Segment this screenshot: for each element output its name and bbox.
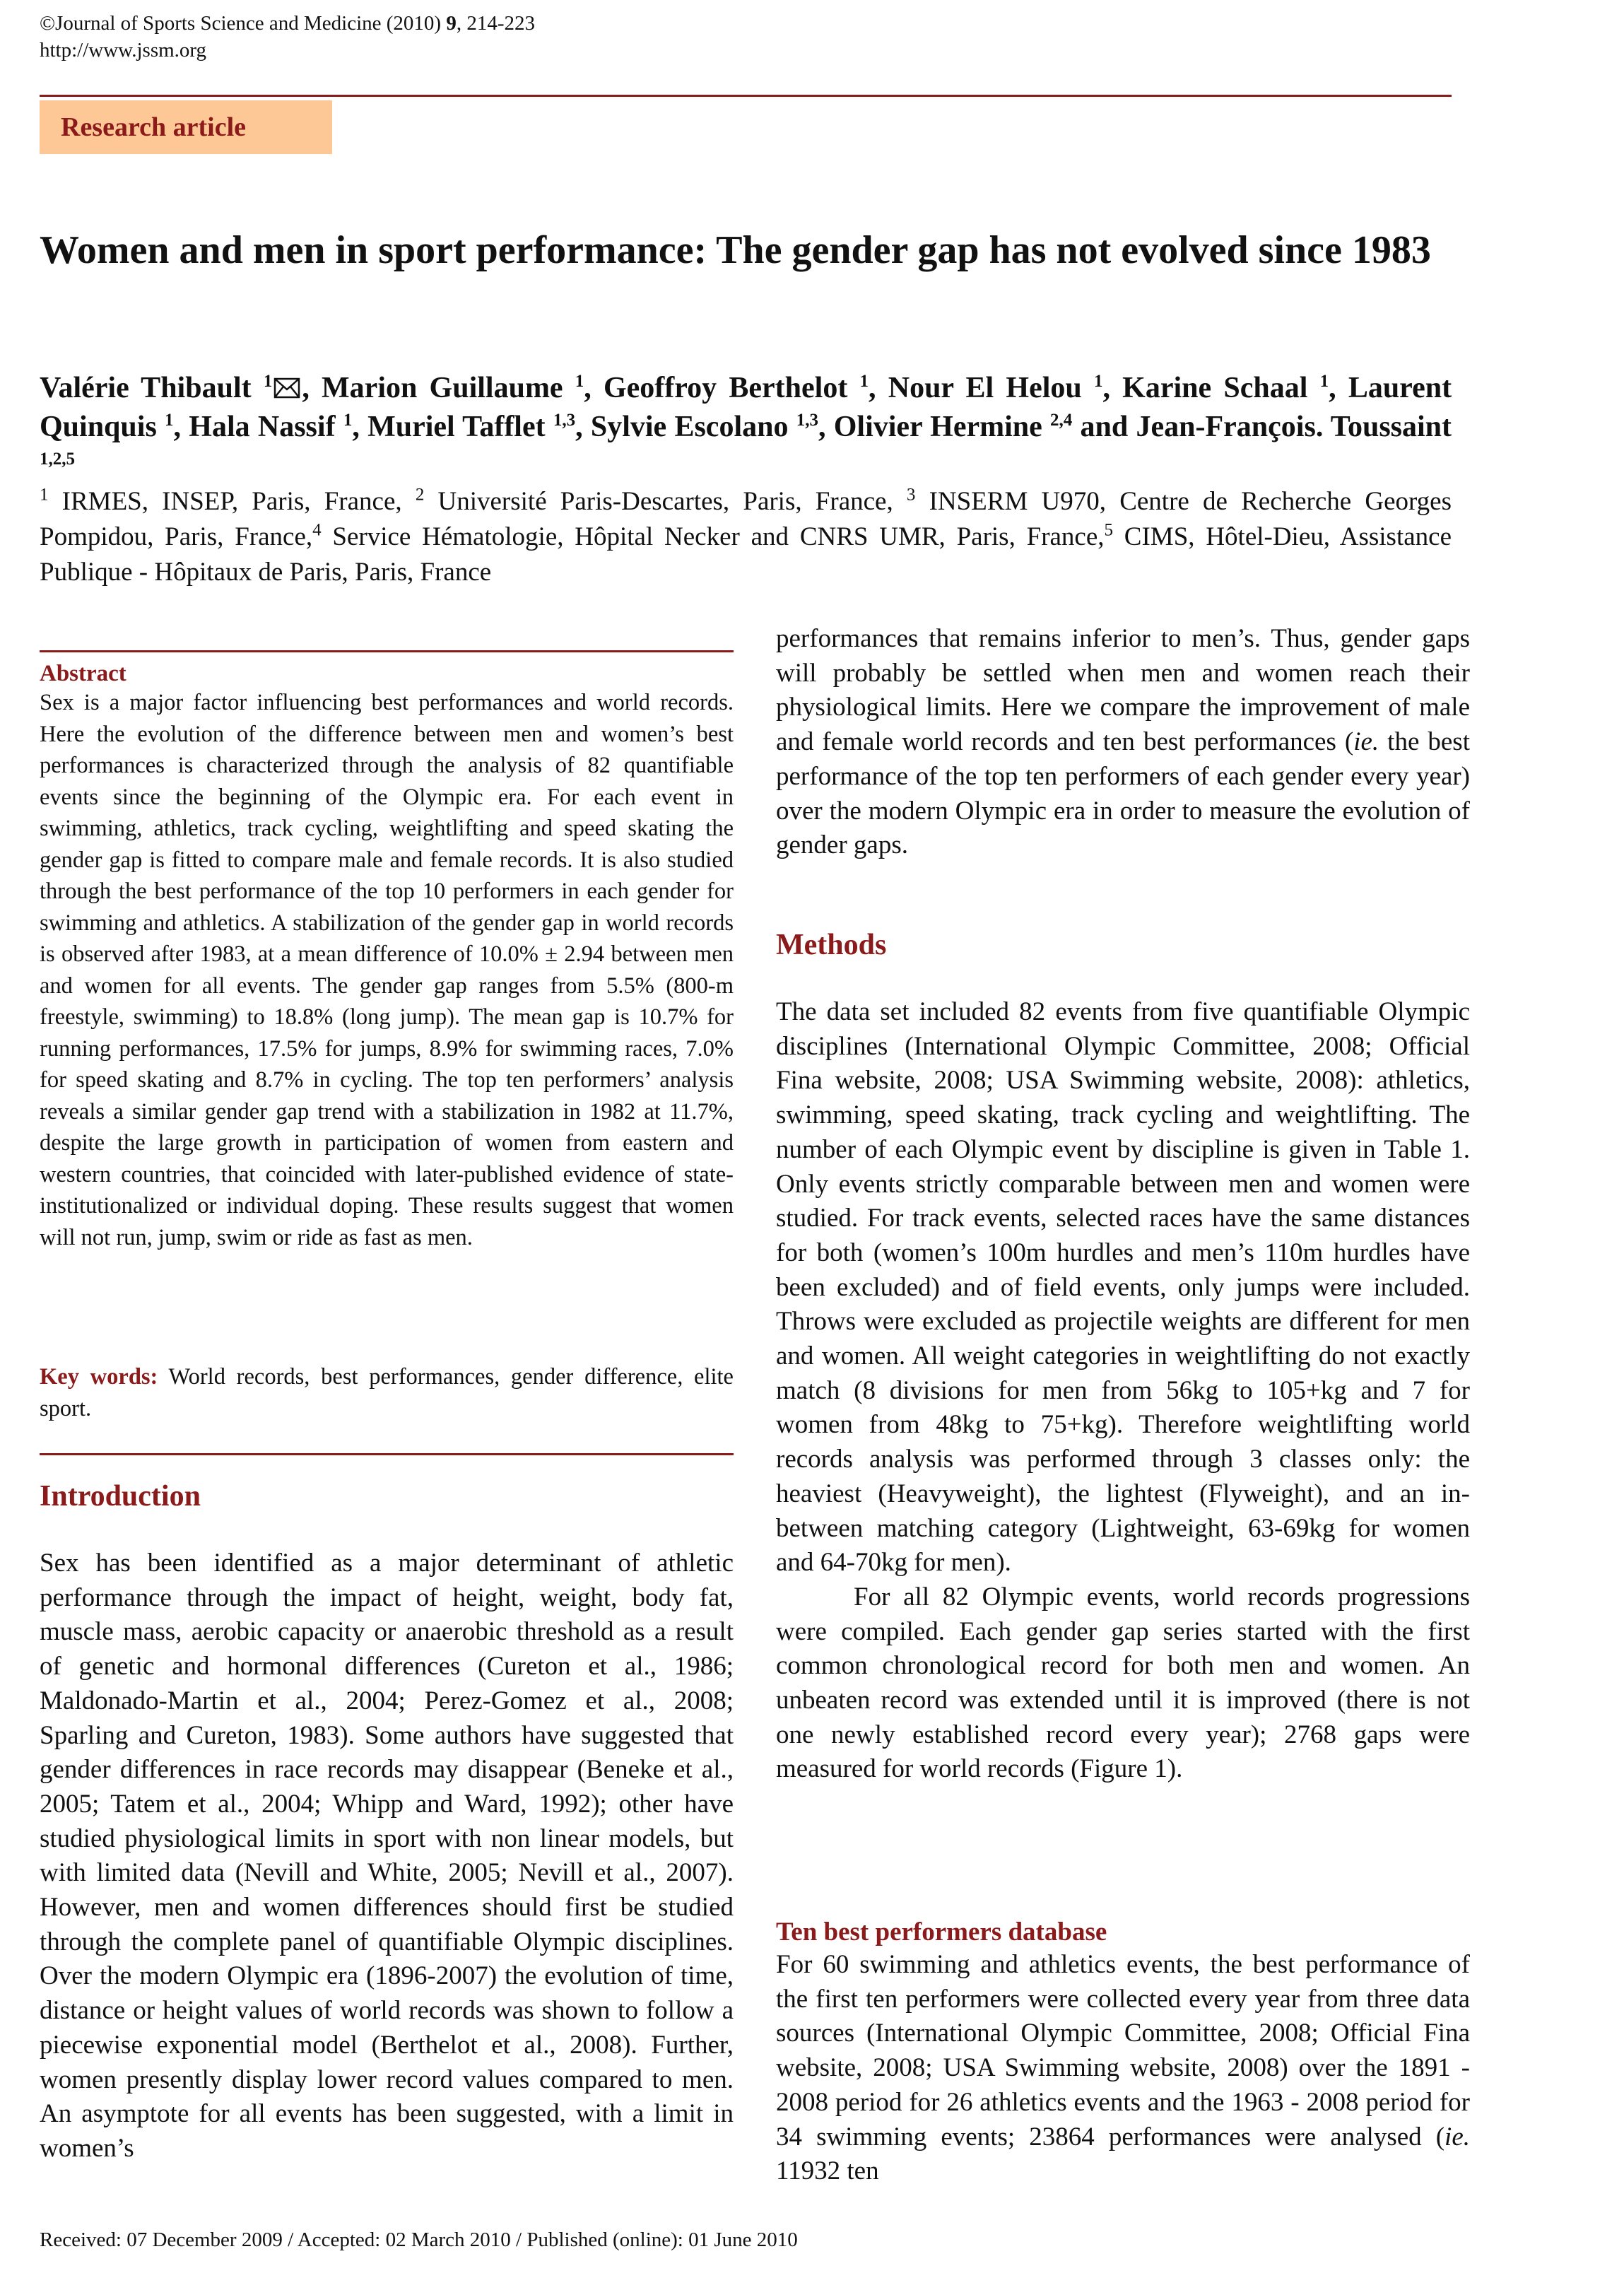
author-affiliation-marker: 1,3 bbox=[553, 411, 576, 430]
methods-paragraph-1: The data set included 82 events from five quantifiable Olympic disciplines (International Olympic Committee, 2008; Official Fina website, 2008; USA Swimming website, 2008): athletics, swimming, speed skating, track cycling and weightlifting. The number of each Olympic event by discipline is given in Table 1. Only events strictly comparable between men and women were studied. For track events, selected races have the same distances for both (women’s 100m hurdles and men’s 110m hurdles have been excluded) and of field events, only jumps were included. Throws were excluded as projectile weights are different for men and women. All weight categories in weightlifting do not exactly match (8 divisions for men from 56kg to 105+kg and 7 for women from 48kg to 75+kg). Therefore weightlifting world records analysis was performed through 3 classes only: the heaviest (Heavyweight), the lightest (Flyweight), and an in-between matching category (Lightweight, 63-69kg for women and 64-70kg for men). bbox=[776, 997, 1470, 1578]
author-name: Olivier Hermine bbox=[833, 411, 1051, 443]
envelope-icon[interactable] bbox=[273, 377, 300, 399]
author-separator: , bbox=[584, 372, 604, 404]
introduction-section bbox=[40, 1546, 734, 2166]
intro-continued-section bbox=[776, 622, 1470, 863]
author-affiliation-marker: 1 bbox=[575, 372, 584, 391]
introduction-text: Sex has been identified as a major determinant of athletic performance through the impact of height, weight, body fat, muscle mass, aerobic capacity or anaerobic threshold as a result of genetic and hormonal differences (Cureton et al., 1986; Maldonado-Martin et al., 2004; Perez-Gomez et al., 2008; Sparling and Cureton, 1983). Some authors have suggested that gender differences in race records may disappear (Beneke et al., 2005; Tatem et al., 2004; Whipp and Ward, 1992); other have studied physiological limits in sport with non linear models, but with limited data (Nevill and White, 2005; Nevill et al., 2007). However, men and women differences should first be studied through the complete panel of quantifiable Olympic disciplines. Over the modern Olympic era (1896-2007) the evolution of time, distance or height values of world records was shown to follow a piecewise exponential model (Berthelot et al., 2008). Further, women presently display lower record values compared to men. An asymptote for all events has been suggested, with a limit in women’s bbox=[40, 1549, 734, 2163]
abstract-bottom-rule bbox=[40, 1453, 734, 1455]
author-affiliation-marker: 1 bbox=[343, 411, 353, 430]
author-list bbox=[40, 369, 1452, 486]
introduction-heading: Introduction bbox=[40, 1480, 201, 1513]
ten-best-text: For 60 swimming and athletics events, the best performance of the first ten performers were collected every year from three data sources (International Olympic Committee, 2008; Official Fina website, 2008; USA Swimming website, 2008) over the 1891 - 2008 period for 26 athletics events and the 1963 - 2008 period for 34 swimming events; 23864 performances were analysed (ie. 11932 ten bbox=[776, 1950, 1470, 2186]
intro-continued-text: performances that remains inferior to men’s. Thus, gender gaps will probably be settled when men and women reach their physiological limits. Here we compare the improvement of male and female world records and ten best performances (ie. the best performance of the top ten performers of each gender every year) over the modern Olympic era in order to measure the evolution of gender gaps. bbox=[776, 624, 1470, 860]
journal-name: ©Journal of Sports Science and Medicine (2010) bbox=[40, 12, 447, 35]
author-separator: , bbox=[1102, 372, 1123, 404]
author-separator: , bbox=[173, 411, 189, 443]
author-separator: , bbox=[302, 372, 322, 404]
article-title: Women and men in sport performance: The gender gap has not evolved since 1983 bbox=[40, 228, 1431, 272]
ten-best-heading: Ten best performers database bbox=[776, 1918, 1107, 1946]
author-name: Laurent Quinquis bbox=[40, 372, 1452, 443]
affiliation-marker: 4 bbox=[312, 520, 322, 540]
author-name: Geoffroy Berthelot bbox=[604, 372, 860, 404]
author-name: Nour El Helou bbox=[888, 372, 1094, 404]
author-affiliation-marker: 1,3 bbox=[796, 411, 818, 430]
methods-section bbox=[776, 995, 1470, 1787]
affiliation-text: CIMS, Hôtel-Dieu, Assistance Publique - Hôpitaux de Paris, Paris, France bbox=[40, 522, 1452, 587]
abstract-text: Sex is a major factor influencing best performances and world records. Here the evolution of the difference between men and women’s best performances is characterized through the analysis of 82 quantifiable events since the beginning of the Olympic era. For each event in swimming, athletics, track cycling, weightlifting and speed skating the gender gap is fitted to compare male and female records. It is also studied through the best performance of the top 10 performers in each gender for swimming and athletics. A stabilization of the gender gap in world records is observed after 1983, at a mean difference of 10.0% ± 2.94 between men and women for all events. The gender gap ranges from 5.5% (800-m freestyle, swimming) to 18.8% (long jump). The mean gap is 10.7% for running performances, 17.5% for jumps, 8.9% for swimming races, 7.0% for speed skating and 8.7% in cycling. The top ten performers’ analysis reveals a similar gender gap trend with a stabilization in 1982 at 11.7%, despite the large growth in participation of women from eastern and western countries, that coincided with later-published evidence of state-institutionalized or individual doping. These results suggest that women will not run, jump, swim or ride as fast as men. bbox=[40, 690, 734, 1250]
received-accepted-footer: Received: 07 December 2009 / Accepted: 02 March 2010 / Published (online): 01 June 2010 bbox=[40, 2229, 798, 2251]
affiliation-marker: 3 bbox=[906, 485, 916, 505]
author-name: Marion Guillaume bbox=[322, 372, 575, 404]
author-separator: , bbox=[869, 372, 888, 404]
keywords bbox=[40, 1361, 734, 1424]
affiliations bbox=[40, 484, 1452, 590]
keywords-label: Key words: bbox=[40, 1364, 158, 1390]
author-separator: , bbox=[352, 411, 368, 443]
author-name: Jean-François. Toussaint bbox=[1136, 411, 1452, 443]
author-affiliation-marker: 1 bbox=[859, 372, 869, 391]
author-separator: , bbox=[1329, 372, 1348, 404]
affiliation-text: Service Hématologie, Hôpital Necker and CNRS UMR, Paris, France, bbox=[321, 522, 1105, 551]
author-affiliation-marker: 1 bbox=[165, 411, 174, 430]
author-affiliation-marker: 1,2,5 bbox=[40, 450, 75, 469]
affiliation-text: IRMES, INSEP, Paris, France, bbox=[48, 487, 416, 516]
author-name: Sylvie Escolano bbox=[590, 411, 796, 443]
author-name: Muriel Tafflet bbox=[367, 411, 553, 443]
author-name: Karine Schaal bbox=[1122, 372, 1320, 404]
affiliation-text: Université Paris-Descartes, Paris, France, bbox=[424, 487, 907, 516]
author-name: Valérie Thibault bbox=[40, 372, 264, 404]
abstract-heading: Abstract bbox=[40, 661, 126, 686]
author-separator: , bbox=[818, 411, 834, 443]
author-affiliation-marker: 1 bbox=[1319, 372, 1329, 391]
keywords-text: World records, best performances, gender difference, elite sport. bbox=[40, 1364, 734, 1421]
affiliation-marker: 1 bbox=[40, 485, 49, 505]
abstract-top-rule bbox=[40, 650, 734, 652]
journal-citation bbox=[40, 10, 535, 37]
journal-volume: 9 bbox=[446, 12, 457, 35]
methods-paragraph-2: For all 82 Olympic events, world records progressions were compiled. Each gender gap series started with the first common chronological record for both men and women. An unbeaten record was extended until it is improved (there is not one newly established record every year); 2768 gaps were measured for world records (Figure 1). bbox=[776, 1582, 1470, 1784]
affiliation-marker: 5 bbox=[1104, 520, 1114, 540]
journal-url[interactable]: http://www.jssm.org bbox=[40, 39, 207, 61]
header-rule bbox=[40, 95, 1452, 97]
methods-heading: Methods bbox=[776, 929, 887, 961]
author-affiliation-marker: 2,4 bbox=[1050, 411, 1073, 430]
journal-pages: , 214-223 bbox=[456, 12, 535, 35]
article-type-badge: Research article bbox=[40, 100, 332, 154]
journal-header bbox=[40, 10, 535, 64]
ten-best-section bbox=[776, 1948, 1470, 2189]
affiliation-text: INSERM U970, Centre de Recherche Georges Pompidou, Paris, France, bbox=[40, 487, 1452, 551]
affiliation-marker: 2 bbox=[415, 485, 425, 505]
author-affiliation-marker: 1 bbox=[263, 372, 273, 391]
author-separator: and bbox=[1072, 411, 1136, 443]
author-separator: , bbox=[575, 411, 591, 443]
author-name: Hala Nassif bbox=[189, 411, 343, 443]
author-affiliation-marker: 1 bbox=[1093, 372, 1103, 391]
